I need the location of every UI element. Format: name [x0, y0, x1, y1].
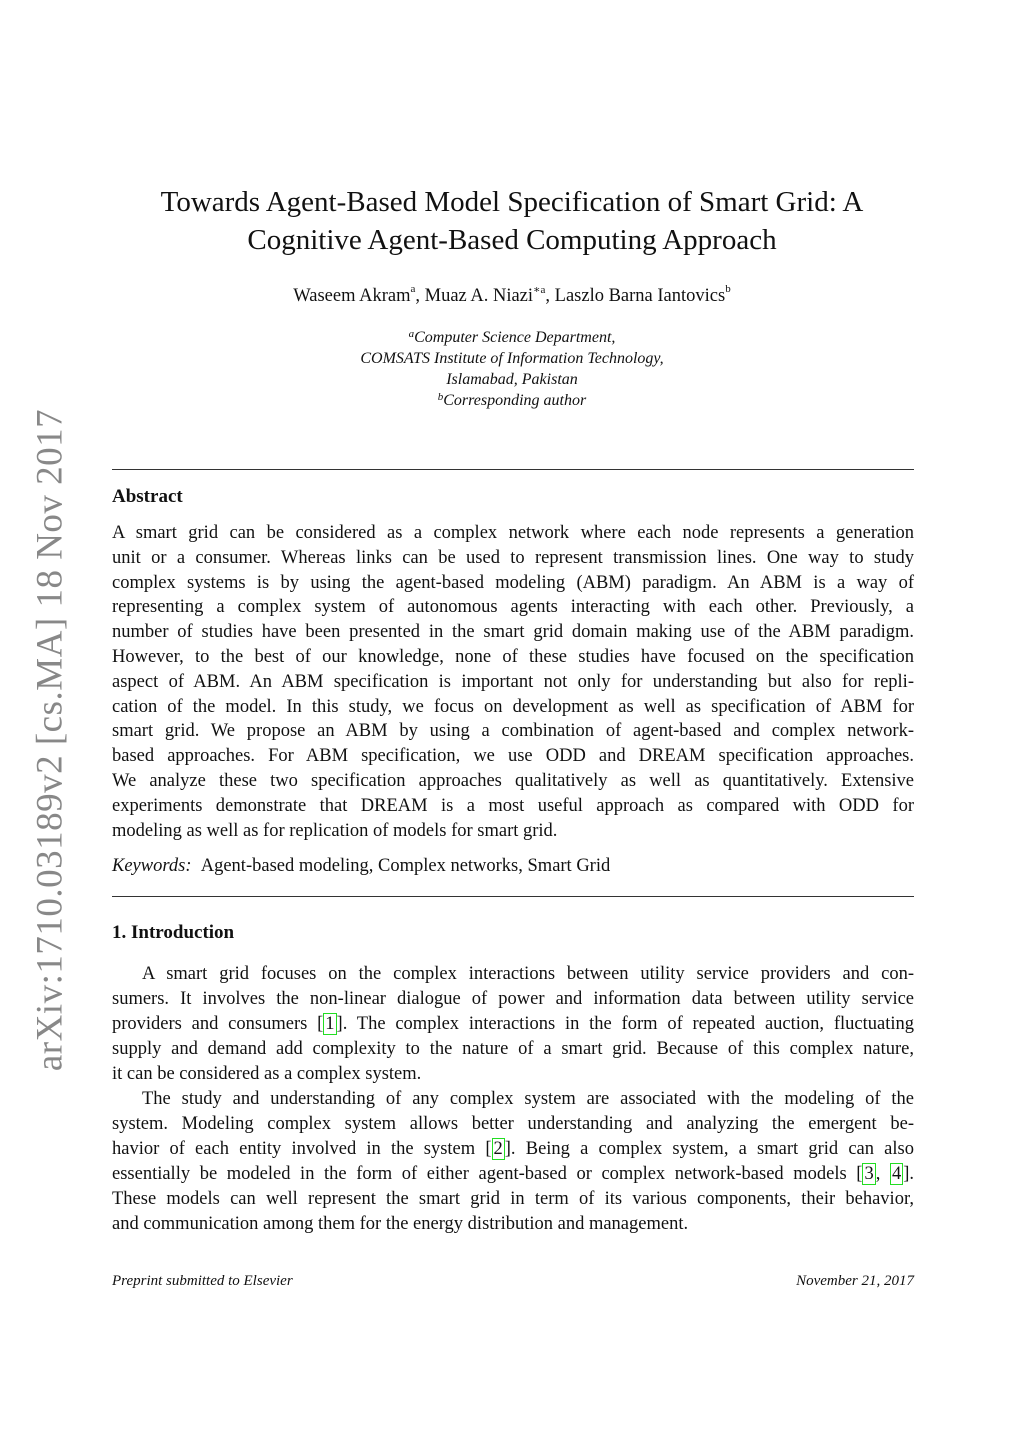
text-segment: supply and demand add complexity to the nature of a smart grid. Because of this complex nature,	[112, 1038, 914, 1059]
abstract-line: based approaches. For ABM specification, we use ODD and DREAM specification approaches.	[112, 746, 914, 767]
affiliation-text: Computer Science Department,	[414, 329, 616, 346]
text-segment: essentially be modeled in the form of either agent-based or complex network-based models [	[112, 1163, 863, 1184]
affiliation-text: Islamabad, Pakistan	[446, 371, 578, 388]
author-separator: ,	[545, 286, 555, 306]
title-line: Cognitive Agent-Based Computing Approach	[247, 224, 777, 256]
abstract-line: complex systems is by using the agent-based modeling (ABM) paradigm. An ABM is a way of	[112, 572, 914, 593]
text-segment: ]. Being a complex system, a smart grid can also	[504, 1138, 914, 1159]
affiliation-mark: a	[408, 328, 415, 340]
paragraph-line	[112, 962, 914, 986]
affiliation-mark: b	[437, 391, 444, 403]
affiliation-line	[0, 348, 1024, 369]
paragraph-line	[112, 1087, 914, 1111]
affiliations	[0, 327, 1024, 411]
author-name: Waseem Akram	[293, 286, 411, 306]
author-affiliation-mark: b	[725, 283, 731, 295]
text-segment: it can be considered as a complex system.	[112, 1063, 422, 1084]
paragraph-line	[112, 1112, 914, 1136]
abstract-line: We analyze these two specification approaches qualitatively as well as quantitatively. Extensive	[112, 771, 914, 791]
abstract-line: experiments demonstrate that DREAM is a most useful approach as compared with ODD for	[112, 795, 914, 816]
section-heading-introduction: 1. Introduction	[112, 922, 235, 943]
footer-preprint: Preprint submitted to Elsevier	[112, 1273, 293, 1289]
citation-link[interactable]: 2	[493, 1138, 503, 1159]
text-segment: ,	[875, 1163, 890, 1184]
paragraph-line	[112, 987, 914, 1011]
citation-link[interactable]: 1	[325, 1013, 335, 1034]
arxiv-identifier: arXiv:1710.03189v2 [cs.MA] 18 Nov 2017	[29, 408, 71, 1072]
text-segment: and communication among them for the energy distribution and management.	[112, 1213, 689, 1234]
paragraph-line	[112, 1037, 914, 1061]
paragraph-line	[112, 1137, 914, 1161]
paper-title	[0, 184, 1024, 258]
text-segment: havior of each entity involved in the system [	[112, 1138, 492, 1159]
abstract-line: A smart grid can be considered as a complex network where each node represents a generation	[112, 523, 914, 543]
divider	[112, 469, 914, 470]
text-segment: providers and consumers [	[112, 1013, 324, 1034]
paragraph-line	[112, 1062, 914, 1086]
affiliation-text: COMSATS Institute of Information Technology,	[360, 350, 664, 367]
text-segment: A smart grid focuses on the complex interactions between utility service providers and con-	[142, 964, 914, 984]
text-segment: The study and understanding of any complex system are associated with the modeling of the	[142, 1089, 914, 1109]
abstract-line: aspect of ABM. An ABM specification is important not only for understanding but also for repli-	[112, 671, 914, 692]
abstract-line: cation of the model. In this study, we focus on development as well as specification of ABM for	[112, 696, 914, 717]
text-segment: system. Modeling complex system allows better understanding and analyzing the emergent be-	[112, 1113, 914, 1134]
affiliation-text: Corresponding author	[443, 392, 587, 409]
author-list	[0, 283, 1024, 307]
abstract-line: However, to the best of our knowledge, none of these studies have focused on the specification	[112, 647, 914, 667]
paragraph-line	[112, 1187, 914, 1211]
paragraph-line	[112, 1012, 914, 1036]
keywords-label: Keywords:	[112, 856, 192, 876]
abstract-line: modeling as well as for replication of models for smart grid.	[112, 820, 558, 841]
text-segment: ].	[903, 1163, 915, 1184]
text-segment: sumers. It involves the non-linear dialogue of power and information data between utility service	[112, 988, 914, 1009]
footer-date: November 21, 2017	[796, 1273, 914, 1289]
abstract-line: smart grid. We propose an ABM by using a combination of agent-based and complex network-	[112, 721, 914, 742]
author-name: Laszlo Barna Iantovics	[554, 286, 726, 306]
abstract-line: unit or a consumer. Whereas links can be used to represent transmission lines. One way to study	[112, 547, 914, 568]
keywords	[112, 854, 914, 878]
author-name: Muaz A. Niazi	[424, 286, 534, 306]
divider	[112, 896, 914, 897]
abstract-heading: Abstract	[112, 486, 183, 507]
paragraph-line	[112, 1212, 914, 1236]
paragraph-line	[112, 1162, 914, 1186]
text-segment: These models can well represent the smart grid in term of its various components, their behavior,	[112, 1188, 914, 1209]
author-separator: ,	[415, 286, 425, 306]
author-affiliation-mark: ∗a	[533, 284, 546, 296]
citation-link[interactable]: 3	[864, 1163, 874, 1184]
abstract-line: representing a complex system of autonomous agents interacting with each other. Previously, a	[112, 597, 914, 618]
text-segment: ]. The complex interactions in the form of repeated auction, fluctuating	[336, 1013, 914, 1034]
author-affiliation-mark: a	[410, 283, 416, 295]
keywords-text: Agent-based modeling, Complex networks, Smart Grid	[200, 856, 611, 876]
abstract-line: number of studies have been presented in the smart grid domain making use of the ABM paradigm.	[112, 622, 914, 643]
affiliation-line	[0, 327, 1024, 348]
affiliation-line	[0, 390, 1024, 411]
citation-link[interactable]: 4	[891, 1163, 902, 1184]
affiliation-line	[0, 369, 1024, 390]
title-line: Towards Agent-Based Model Specification of Smart Grid: A	[160, 186, 864, 218]
